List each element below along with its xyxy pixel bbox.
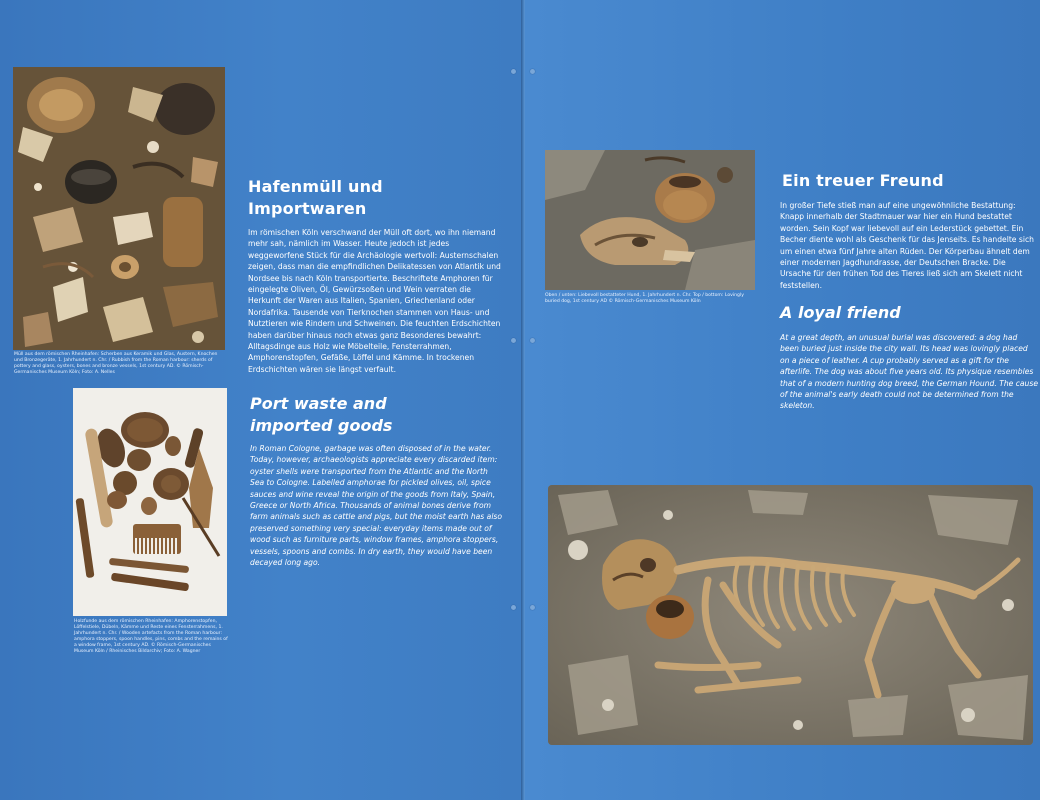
photo-caption: Oben / unten: Liebevoll bestatteter Hund, 1. Jahrhundert n. Chr. Top / bottom: Lovingly buried dog, 1st century AD © Römisch-Germanisches Museum Köln xyxy=(545,293,744,304)
mounting-screw xyxy=(511,605,516,610)
photo-dog-skeleton xyxy=(548,485,1033,745)
photo-wooden-artefacts xyxy=(73,388,227,616)
panel-seam xyxy=(521,0,525,800)
heading-loyal-friend: A loyal friend xyxy=(780,303,901,322)
heading-hafenmuell: Hafenmüll und Importwaren xyxy=(248,177,383,218)
mounting-screw xyxy=(530,338,535,343)
body-text-en: At a great depth, an unusual burial was discovered: a dog had been buried just inside the city wall. Its head was lovingly placed on a piece of leather. A cup probably served as a gift for the afterlife. The dog was about five years old. Its physique resembles that of a modern hunting dog breed, the German Hound. The cause of the animal's early death could not be determined from the skeleton. xyxy=(780,333,1038,411)
photo-caption: Müll aus dem römischen Rheinhafen: Scherben aus Keramik und Glas, Austern, Knochen und Bronzegeräte, 1. Jahrhundert n. Chr. / Rubbish from the Roman harbour: sherds of pottery and glass, oysters, bones and bronze vessels, 1st century AD. © Römisch-Germanisches Museum Köln; Foto: A. Nelles xyxy=(14,352,218,375)
mounting-screw xyxy=(511,69,516,74)
mounting-screw xyxy=(530,605,535,610)
mounting-screw xyxy=(530,69,535,74)
photo-caption: Holzfunde aus dem römischen Rheinhafen: Amphorenstopfen, Löffelstiele, Dübeln, Kämme und Reste eines Fensterrahmens, 1. Jahrhundert n. Chr. / Wooden artefacts from the Roman harbour: amphora stoppers, spoon handles, pins, combs and the remains of a window frame, 1st century AD. © Römisch-Germanisches Museum Köln / Rheinisches Bildarchiv; Foto: A. Wagner xyxy=(74,619,228,654)
body-text-en: In Roman Cologne, garbage was often disposed of in the water. Today, however, archaeologists appreciate every discarded item: oyster shells were transported from the Atlantic and the North Sea to Cologne. Labelled amphorae for pickled olives, oil, spice sauces and wine reveal the origin of the goods from Italy, Spain, Greece or North Africa. Thousands of animal bones derive from farm animals such as cattle and pigs, but the moist earth has also preserved something very special: everyday items made out of wood such as furniture parts, window frames, amphora stoppers, vessels, spoons and combs. In dry earth, they would have been decayed long ago. xyxy=(250,444,503,568)
body-text-de: Im römischen Köln verschwand der Müll oft dort, wo ihn niemand mehr sah, nämlich im Wasser. Heute jedoch ist jedes weggeworfene Stück für die Archäologie wertvoll: Austernschalen zeigen, dass man die empfindlichen Delikatessen von Atlantik und Nordsee bis nach Köln transportierte. Beschriftete Amphoren für eingelegte Oliven, Öl, Gewürzsoßen und Wein verraten die Herkunft der Waren aus Italien, Spanien, Griechenland oder Nordafrika. Tausende von Tierknochen stammen von Haus- und Nutztieren wie Rindern und Schweinen. Die feuchten Erdschichten haben darüber hinaus noch etwas ganz Besonderes bewahrt: Alltagsdinge aus Holz wie Möbelteile, Fensterrahmen, Amphorenstopfen, Gefäße, Löffel und Kämme. In trockenen Erdschichten wären sie längst verfault. xyxy=(248,228,501,374)
mounting-screw xyxy=(511,338,516,343)
heading-treuer-freund: Ein treuer Freund xyxy=(782,171,944,190)
heading-port-waste: Port waste and imported goods xyxy=(250,394,393,435)
photo-harbour-debris xyxy=(13,67,225,350)
photo-dog-skull-cup xyxy=(545,150,755,290)
body-text-de: In großer Tiefe stieß man auf eine ungewöhnliche Bestattung: Knapp innerhalb der Stadtmauer war hier ein Hund bestattet worden. Sein Kopf war liebevoll auf ein Lederstück gebettet. Ein Becher diente wohl als Geschenk für das Jenseits. Es handelte sich um einen etwa fünf Jahre alten Rüden. Der Körperbau ähnelt dem einer modernen Jagdhundrasse, der Deutschen Bracke. Die Ursache für den frühen Tod des Tieres ließ sich am Skelett nicht feststellen. xyxy=(780,201,1034,290)
